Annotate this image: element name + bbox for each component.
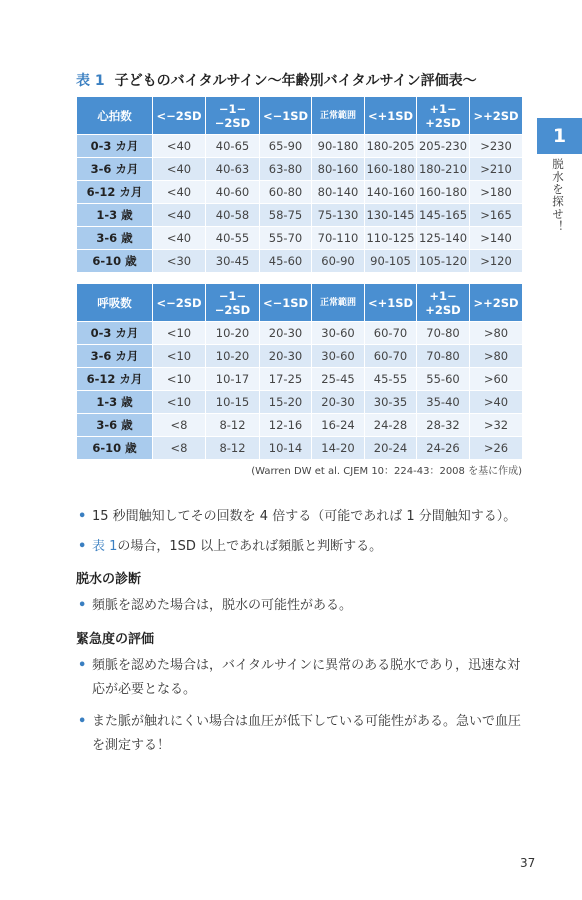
table-cell: <8	[153, 437, 206, 460]
table-cell: <40	[153, 227, 206, 250]
table-cell: 70-80	[417, 322, 470, 345]
table-reference-link[interactable]: 表 1	[92, 539, 118, 554]
table-cell: 20-30	[260, 322, 312, 345]
table-cell: 60-90	[312, 250, 365, 273]
bullet-text: 頻脈を認めた場合は，脱水の可能性がある。	[92, 598, 353, 613]
table-cell: >140	[470, 227, 523, 250]
table-cell: 15-20	[260, 391, 312, 414]
table-source-citation: (Warren DW et al. CJEM 10：224-43：2008 を基に作成)	[251, 466, 522, 477]
list-item	[76, 535, 526, 559]
table-cell: 25-45	[312, 368, 365, 391]
table-cell: >80	[470, 345, 523, 368]
row-header-cell: 3-6 歳	[77, 227, 153, 250]
table-cell: 40-63	[206, 158, 260, 181]
table-cell: <10	[153, 368, 206, 391]
page-number: 37	[520, 856, 536, 870]
header-cell: 心拍数	[77, 97, 153, 135]
table-cell: 10-20	[206, 345, 260, 368]
row-header-cell: 6-10 歳	[77, 250, 153, 273]
table-cell: 130-145	[365, 204, 417, 227]
table-header-row	[77, 97, 523, 135]
row-header-cell: 6-12 カ月	[77, 181, 153, 204]
table-cell: 24-28	[365, 414, 417, 437]
header-cell: 正常範囲	[312, 284, 365, 322]
table-cell: 10-17	[206, 368, 260, 391]
table-cell: >120	[470, 250, 523, 273]
table-cell: 140-160	[365, 181, 417, 204]
row-header-cell: 6-10 歳	[77, 437, 153, 460]
table-cell: 105-120	[417, 250, 470, 273]
table-cell: 28-32	[417, 414, 470, 437]
table-cell: <40	[153, 181, 206, 204]
table-cell: 30-45	[206, 250, 260, 273]
table-cell: 10-14	[260, 437, 312, 460]
table-cell: <40	[153, 158, 206, 181]
bullet-text: 頻脈を認めた場合は，バイタルサインに異常のある脱水であり，迅速な対応が必要となる。	[92, 658, 521, 697]
header-cell: −1− −2SD	[206, 97, 260, 135]
table-cell: >210	[470, 158, 523, 181]
table-header-row	[77, 284, 523, 322]
header-cell: >+2SD	[470, 284, 523, 322]
table-cell: 110-125	[365, 227, 417, 250]
row-header-cell: 0-3 カ月	[77, 322, 153, 345]
table-cell: 14-20	[312, 437, 365, 460]
heart-rate-table	[76, 96, 523, 273]
table-cell: 40-55	[206, 227, 260, 250]
heart-rate-table-body	[77, 135, 523, 273]
table-number: 表 1	[76, 73, 105, 89]
list-item	[76, 594, 526, 618]
row-header-cell: 0-3 カ月	[77, 135, 153, 158]
table-cell: <8	[153, 414, 206, 437]
row-header-cell: 3-6 歳	[77, 414, 153, 437]
table-cell: 40-65	[206, 135, 260, 158]
table-cell: 12-16	[260, 414, 312, 437]
table-cell: 20-30	[260, 345, 312, 368]
table-title-text: 子どものバイタルサイン〜年齢別バイタルサイン評価表〜	[114, 73, 477, 89]
bullet-text: の場合，1SD 以上であれば頻脈と判断する。	[117, 539, 383, 554]
chapter-label: 脱水を探せ！	[551, 158, 565, 233]
table-cell: 70-80	[417, 345, 470, 368]
table-cell: 24-26	[417, 437, 470, 460]
table-cell: <40	[153, 204, 206, 227]
table-cell: 205-230	[417, 135, 470, 158]
table-row	[77, 437, 523, 460]
table-cell: 58-75	[260, 204, 312, 227]
table-cell: 145-165	[417, 204, 470, 227]
table-cell: 70-110	[312, 227, 365, 250]
table-cell: <40	[153, 135, 206, 158]
table-cell: 180-205	[365, 135, 417, 158]
table-cell: 55-60	[417, 368, 470, 391]
table-cell: 17-25	[260, 368, 312, 391]
table-row	[77, 227, 523, 250]
table-row	[77, 158, 523, 181]
table-cell: 80-160	[312, 158, 365, 181]
table-cell: 180-210	[417, 158, 470, 181]
table-row	[77, 322, 523, 345]
table-cell: 125-140	[417, 227, 470, 250]
header-cell: +1− +2SD	[417, 97, 470, 135]
table-row	[77, 204, 523, 227]
table-cell: 63-80	[260, 158, 312, 181]
table-cell: 90-180	[312, 135, 365, 158]
table-cell: 8-12	[206, 437, 260, 460]
table-cell: 60-70	[365, 345, 417, 368]
row-header-cell: 6-12 カ月	[77, 368, 153, 391]
bullet-text: また脈が触れにくい場合は血圧が低下している可能性がある。急いで血圧を測定する！	[92, 714, 522, 753]
table-row	[77, 368, 523, 391]
header-cell: <+1SD	[365, 97, 417, 135]
table-cell: 60-70	[365, 322, 417, 345]
table-cell: 10-15	[206, 391, 260, 414]
table-cell: <10	[153, 345, 206, 368]
bullet-dot: •	[78, 509, 87, 524]
table-row	[77, 181, 523, 204]
table-row	[77, 135, 523, 158]
table-cell: <30	[153, 250, 206, 273]
table-cell: 30-60	[312, 322, 365, 345]
table-cell: 20-30	[312, 391, 365, 414]
respiratory-rate-table-body	[77, 322, 523, 460]
bullet-dot: •	[78, 539, 87, 554]
row-header-cell: 3-6 カ月	[77, 345, 153, 368]
section-heading-dehydration-diagnosis: 脱水の診断	[76, 572, 142, 587]
table-cell: 40-58	[206, 204, 260, 227]
table-cell: 45-55	[365, 368, 417, 391]
table-cell: 160-180	[365, 158, 417, 181]
table-cell: 75-130	[312, 204, 365, 227]
header-cell: <+1SD	[365, 284, 417, 322]
bullet-dot: •	[78, 714, 87, 729]
table-cell: 90-105	[365, 250, 417, 273]
header-cell: +1− +2SD	[417, 284, 470, 322]
header-cell: <−1SD	[260, 284, 312, 322]
row-header-cell: 3-6 カ月	[77, 158, 153, 181]
table-row	[77, 391, 523, 414]
table-cell: 40-60	[206, 181, 260, 204]
table-cell: >40	[470, 391, 523, 414]
respiratory-rate-table	[76, 283, 523, 460]
bullet-dot: •	[78, 658, 87, 673]
table-cell: 35-40	[417, 391, 470, 414]
table-cell: 60-80	[260, 181, 312, 204]
table-cell: <10	[153, 391, 206, 414]
table-cell: 10-20	[206, 322, 260, 345]
table-cell: >32	[470, 414, 523, 437]
table-cell: 45-60	[260, 250, 312, 273]
table-cell: >180	[470, 181, 523, 204]
table-row	[77, 250, 523, 273]
table-row	[77, 414, 523, 437]
row-header-cell: 1-3 歳	[77, 391, 153, 414]
header-cell: <−2SD	[153, 97, 206, 135]
table-title	[76, 70, 477, 90]
row-header-cell: 1-3 歳	[77, 204, 153, 227]
table-cell: 80-140	[312, 181, 365, 204]
header-cell: 正常範囲	[312, 97, 365, 135]
list-item	[76, 654, 526, 702]
table-cell: 65-90	[260, 135, 312, 158]
table-cell: >60	[470, 368, 523, 391]
header-cell: <−1SD	[260, 97, 312, 135]
header-cell: <−2SD	[153, 284, 206, 322]
section-heading-urgency-evaluation: 緊急度の評価	[76, 632, 155, 647]
table-cell: 55-70	[260, 227, 312, 250]
table-cell: 30-35	[365, 391, 417, 414]
list-item	[76, 710, 526, 758]
header-cell: >+2SD	[470, 97, 523, 135]
table-cell: 30-60	[312, 345, 365, 368]
table-cell: 16-24	[312, 414, 365, 437]
table-cell: 160-180	[417, 181, 470, 204]
list-item	[76, 505, 526, 529]
table-cell: 8-12	[206, 414, 260, 437]
table-cell: >230	[470, 135, 523, 158]
table-cell: 20-24	[365, 437, 417, 460]
chapter-number-tab: 1	[537, 118, 582, 154]
table-cell: >165	[470, 204, 523, 227]
table-cell: >80	[470, 322, 523, 345]
table-cell: <10	[153, 322, 206, 345]
table-cell: >26	[470, 437, 523, 460]
table-row	[77, 345, 523, 368]
header-cell: −1− −2SD	[206, 284, 260, 322]
bullet-text: 15 秒間触知してその回数を 4 倍する（可能であれば 1 分間触知する）。	[92, 509, 517, 524]
bullet-dot: •	[78, 598, 87, 613]
header-cell: 呼吸数	[77, 284, 153, 322]
